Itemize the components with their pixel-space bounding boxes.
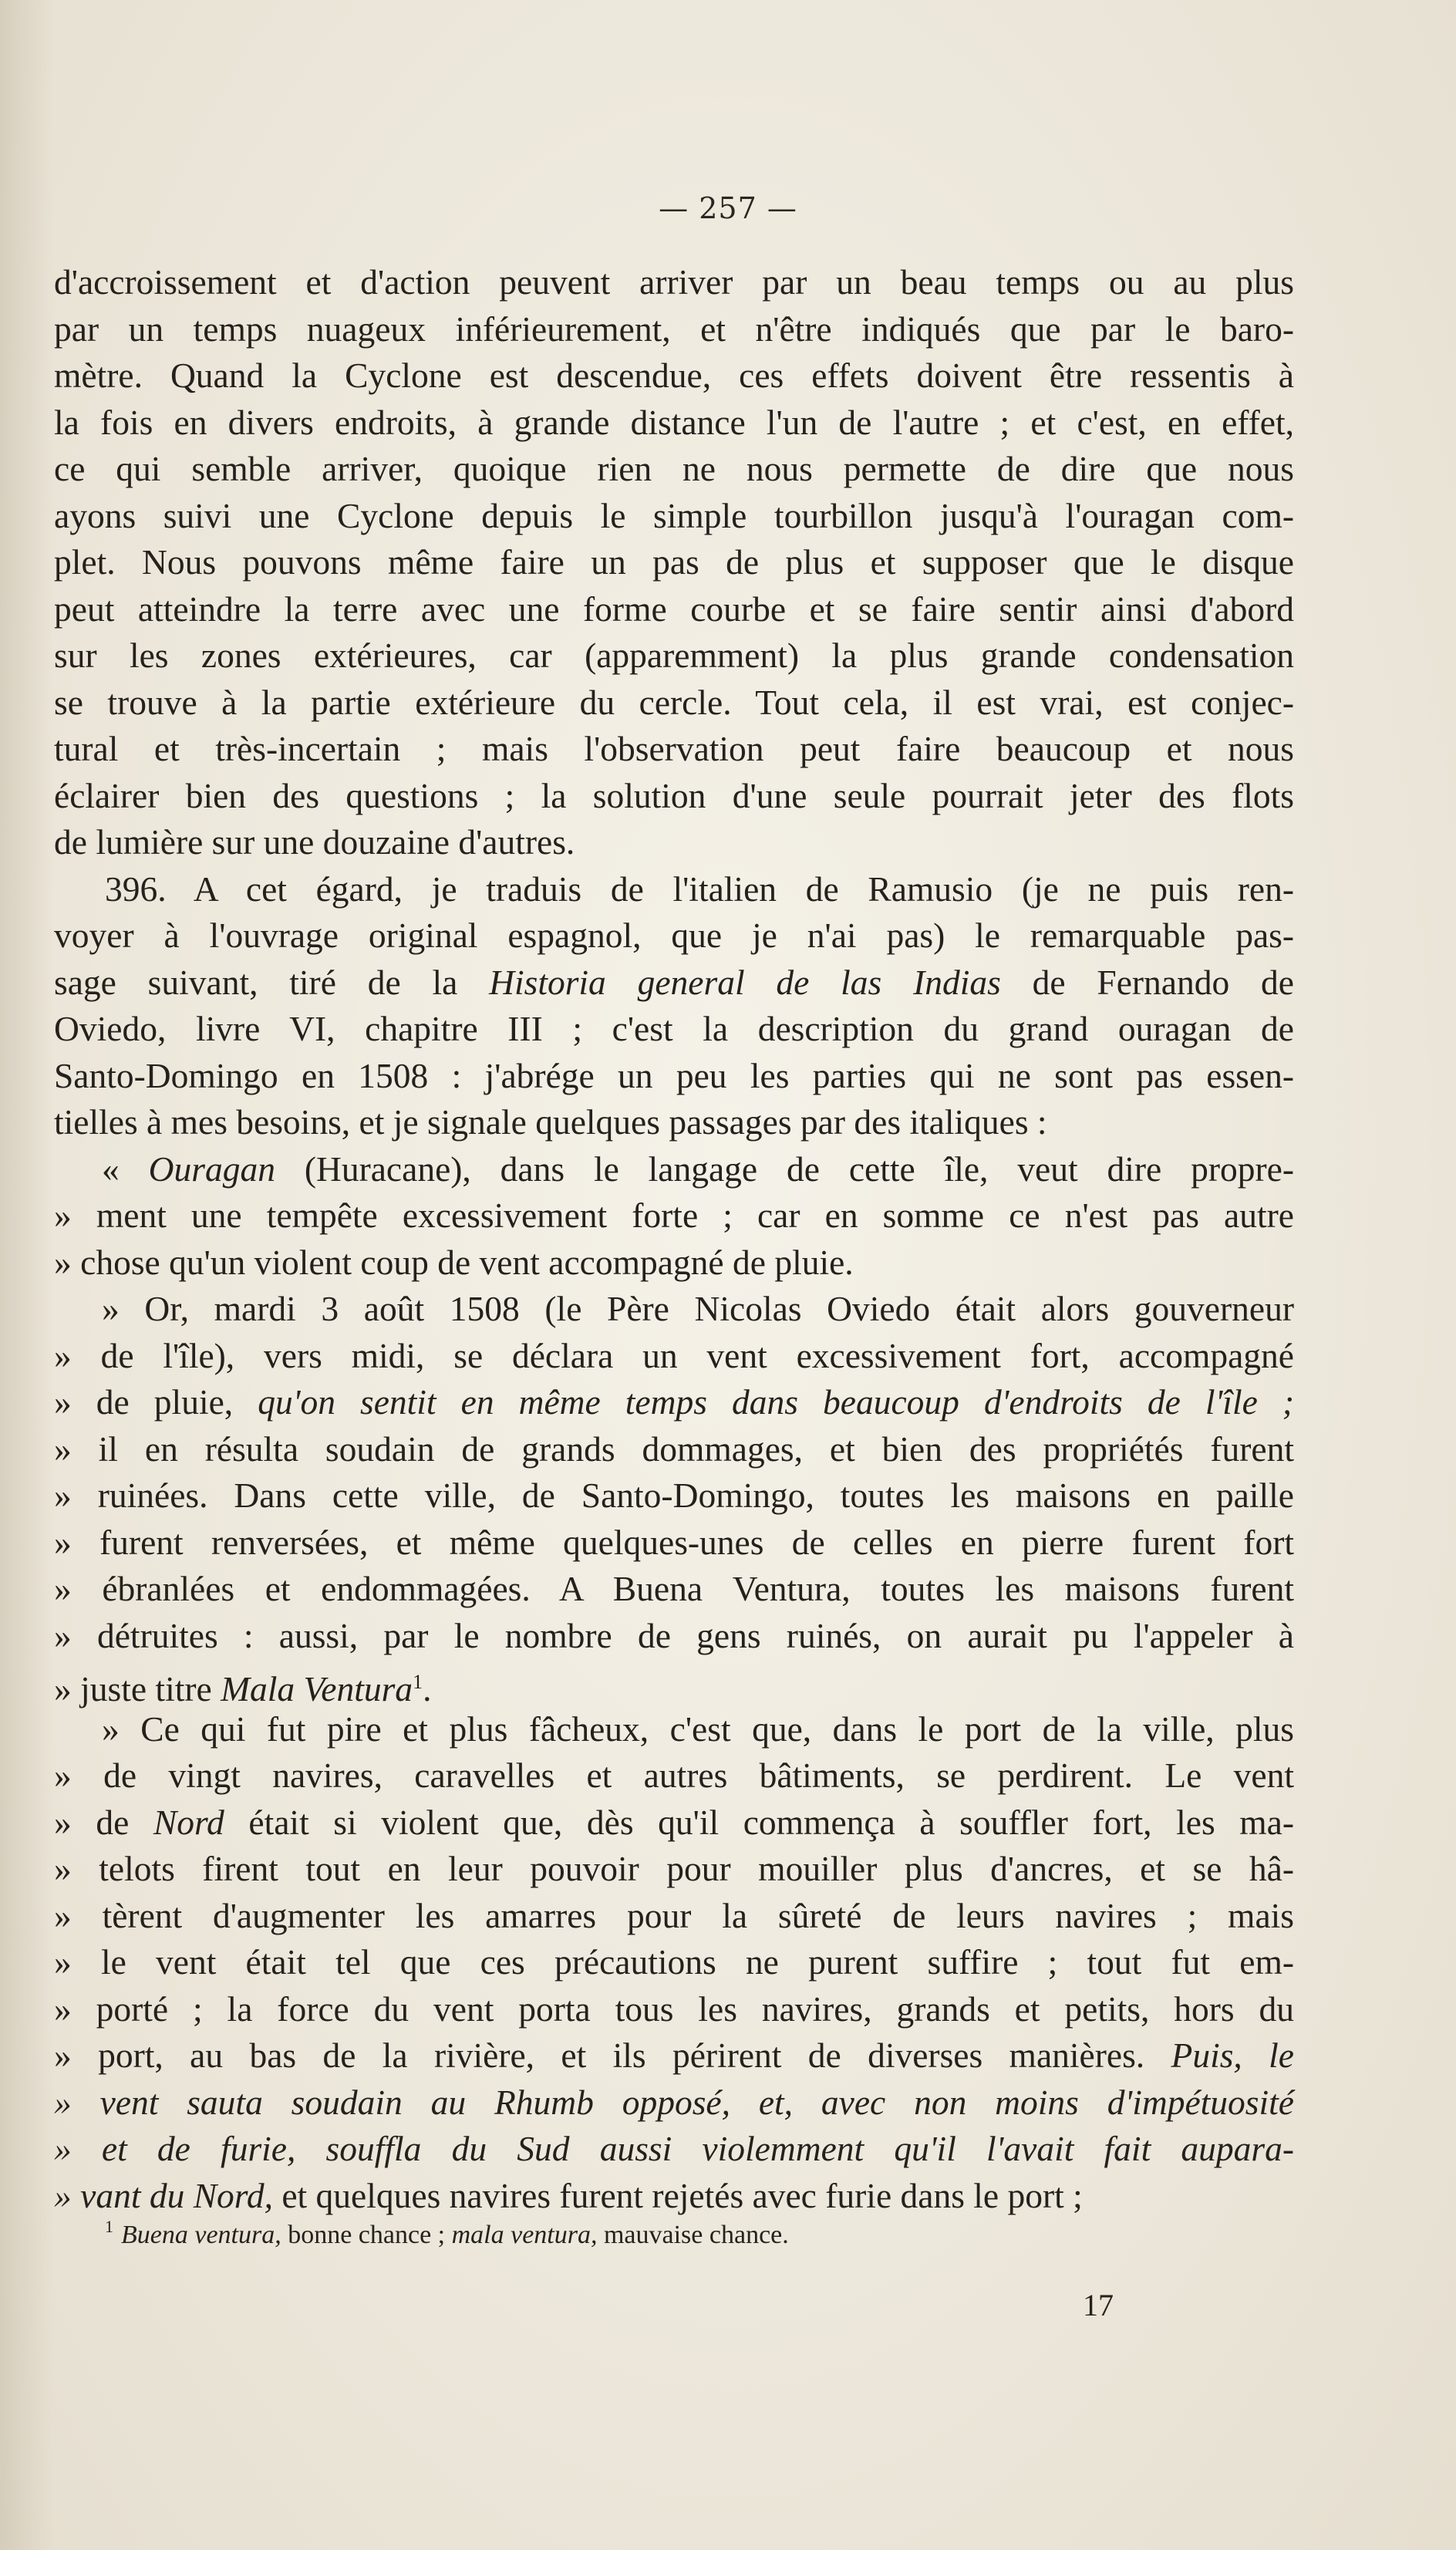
body-text: [54, 259, 1294, 2219]
quote-line: » porté ; la force du vent porta tous les navires, grands et petits, hors du: [54, 1988, 1294, 2029]
footnote-marker: 1: [413, 1671, 423, 1693]
quote-line: » le vent était tel que ces précautions ne purent suffire ; tout fut em-: [54, 1942, 1294, 1982]
footnote-number: 1: [105, 2217, 113, 2236]
paragraph-number: 396.: [105, 869, 167, 909]
quote-line: » telots firent tout en leur pouvoir pour mouiller plus d'ancres, et se hâ-: [54, 1849, 1294, 1888]
quote-line: » furent renversées, et même quelques-unes de celles en pierre furent fort: [54, 1522, 1294, 1562]
text-line: la fois en divers endroits, à grande distance l'un de l'autre ; et c'est, en effet,: [54, 402, 1294, 442]
quote-line: » ruinées. Dans cette ville, de Santo-Domingo, toutes les maisons en paille: [54, 1476, 1294, 1515]
quote-line: » détruites : aussi, par le nombre de gens ruinés, on aurait pu l'appeler à: [54, 1615, 1294, 1655]
quote-line: » et de furie, souffla du Sud aussi violemment qu'il l'avait fait aupara-: [54, 2129, 1294, 2168]
text-line: par un temps nuageux inférieurement, et n'être indiqués que par le baro-: [54, 309, 1294, 349]
page-number-header: — 257 —: [659, 191, 797, 225]
text-line: sur les zones extérieures, car (apparemment) la plus grande condensation: [54, 636, 1294, 675]
quote-line: » il en résulta soudain de grands dommages, et bien des propriétés furent: [54, 1428, 1294, 1469]
quote-line: » port, au bas de la rivière, et ils périrent de diverses manières. Puis, le: [54, 2036, 1294, 2075]
quote-line: » ment une tempête excessivement forte ; car en somme ce n'est pas autre: [54, 1196, 1294, 1235]
text-line: se trouve à la partie extérieure du cercle. Tout cela, il est vrai, est conjec-: [54, 682, 1294, 722]
book-title: Historia general de las Indias: [489, 962, 1001, 1002]
text-line: peut atteindre la terre avec une forme courbe et se faire sentir ainsi d'abord: [54, 589, 1294, 629]
quote-line: « Ouragan (Huracane), dans le langage de cette île, veut dire propre-: [102, 1149, 1295, 1189]
paragraph-396-line: voyer à l'ouvrage original espagnol, que je n'ai pas) le remarquable pas-: [54, 916, 1294, 955]
footnote: $^1$ Buena ventura, bonne chance ; mala ventura, mauvaise chance.: [105, 2217, 789, 2249]
quote-line: » juste titre Mala Ventura$^1$.: [54, 1669, 432, 1709]
quote-line: » vant du Nord, et quelques navires furent rejetés avec furie dans le port ;: [54, 2175, 1083, 2215]
text-line: d'accroissement et d'action peuvent arriver par un beau temps ou au plus: [54, 262, 1294, 302]
quote-line: » Or, mardi 3 août 1508 (le Père Nicolas Oviedo était alors gouverneur: [102, 1289, 1294, 1328]
signature-mark: 17: [1083, 2288, 1114, 2322]
quote-line: » de Nord était si violent que, dès qu'il commença à souffler fort, les ma-: [54, 1802, 1295, 1842]
text-line: éclairer bien des questions ; la solution d'une seule pourrait jeter des flots: [54, 775, 1294, 815]
text-line: tural et très-incertain ; mais l'observation peut faire beaucoup et nous: [54, 729, 1294, 768]
paragraph-396-line: sage suivant, tiré de la Historia general de las Indias de Fernando de: [54, 962, 1294, 1002]
quote-line: » de vingt navires, caravelles et autres bâtiments, se perdirent. Le vent: [54, 1756, 1294, 1795]
paragraph-396-line: Oviedo, livre VI, chapitre III ; c'est la description du grand ouragan de: [54, 1009, 1294, 1048]
text-line: de lumière sur une douzaine d'autres.: [54, 822, 575, 862]
text-line: ayons suivi une Cyclone depuis le simple tourbillon jusqu'à l'ouragan com-: [54, 495, 1294, 535]
quote-line: » vent sauta soudain au Rhumb opposé, et, avec non moins d'impétuosité: [54, 2082, 1294, 2122]
paragraph-396-line: Santo-Domingo en 1508 : j'abrége un peu les parties qui ne sont pas essen-: [54, 1055, 1294, 1095]
text-line: mètre. Quand la Cyclone est descendue, ces effets doivent être ressentis à: [54, 356, 1294, 395]
text-line: plet. Nous pouvons même faire un pas de plus et supposer que le disque: [54, 542, 1294, 582]
quote-line: » de l'île), vers midi, se déclara un vent excessivement fort, accompagné: [54, 1335, 1294, 1375]
paragraph-396-line: 396. A cet égard, je traduis de l'italien de Ramusio (je ne puis ren-: [105, 869, 1294, 909]
quote-line: » Ce qui fut pire et plus fâcheux, c'est que, dans le port de la ville, plus: [102, 1708, 1294, 1749]
text-line: ce qui semble arriver, quoique rien ne nous permette de dire que nous: [54, 449, 1294, 488]
quote-line: » chose qu'un violent coup de vent accompagné de pluie.: [54, 1242, 854, 1282]
quote-line: » ébranlées et endommagées. A Buena Ventura, toutes les maisons furent: [54, 1569, 1294, 1608]
quote-line: » de pluie, qu'on sentit en même temps dans beaucoup d'endroits de l'île ;: [54, 1382, 1294, 1422]
paragraph-396-line: tielles à mes besoins, et je signale quelques passages par des italiques :: [54, 1102, 1047, 1142]
quote-line: » tèrent d'augmenter les amarres pour la sûreté de leurs navires ; mais: [54, 1895, 1294, 1935]
